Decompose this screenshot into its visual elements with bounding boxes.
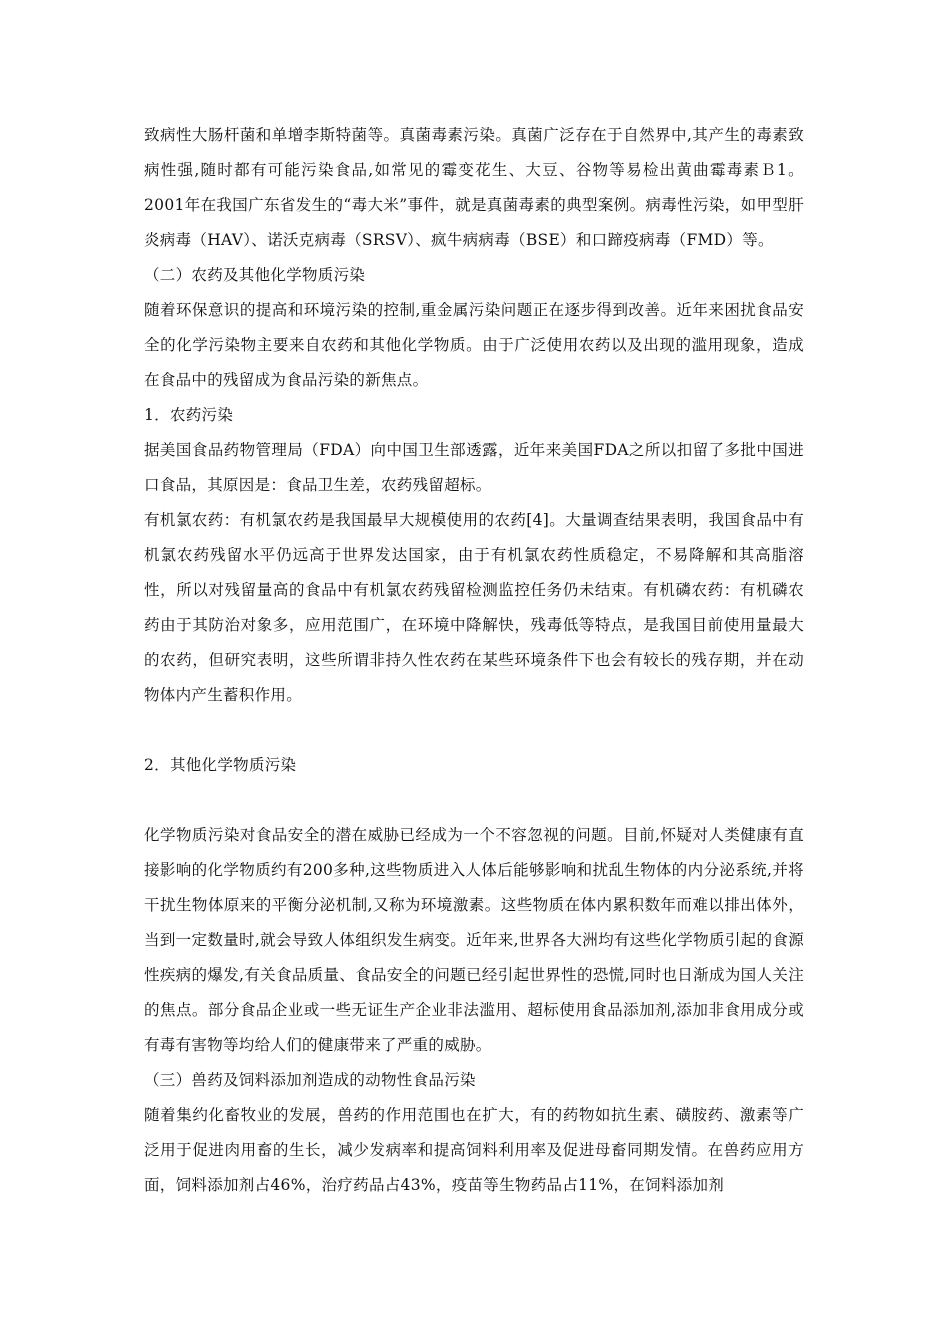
paragraph-pathogens: 致病性大肠杆菌和单增李斯特菌等。真菌毒素污染。真菌广泛存在于自然界中,其产生的毒素致病性强,随时都有可能污染食品,如常见的霉变花生、大豆、谷物等易检出黄曲霉毒素Ｂ1。2001年在我国广东省发生的“毒大米”事件，就是真菌毒素的典型案例。病毒性污染，如甲型肝炎病毒（HAV）、诺沃克病毒（SRSV）、疯牛病病毒（BSE）和口蹄疫病毒（FMD）等。 bbox=[144, 126, 804, 249]
subheading-pesticide-pollution: 1．农药污染 bbox=[144, 406, 234, 424]
spacer bbox=[144, 713, 804, 748]
section-heading-pesticides-chemicals: （二）农药及其他化学物质污染 bbox=[144, 266, 366, 284]
paragraph-heavy-metals: 随着环保意识的提高和环境污染的控制,重金属污染问题正在逐步得到改善。近年来困扰食品安全的化学污染物主要来自农药和其他化学物质。由于广泛使用农药以及出现的滥用现象，造成在食品中的残留成为食品污染的新焦点。 bbox=[144, 301, 804, 389]
paragraph-organochlorine: 有机氯农药：有机氯农药是我国最早大规模使用的农药[4]。大量调查结果表明，我国食品中有机氯农药残留水平仍远高于世界发达国家，由于有机氯农药性质稳定，不易降解和其高脂溶性，所以对残留量高的食品中有机氯农药残留检测监控任务仍未结束。有机磷农药：有机磷农药由于其防治对象多，应用范围广，在环境中降解快，残毒低等特点，是我国目前使用量最大的农药，但研究表明，这些所谓非持久性农药在某些环境条件下也会有较长的残存期，并在动物体内产生蓄积作用。 bbox=[144, 511, 804, 704]
spacer bbox=[144, 783, 804, 818]
subheading-other-chemicals: 2．其他化学物质污染 bbox=[144, 756, 297, 774]
paragraph-fda: 据美国食品药物管理局（FDA）向中国卫生部透露，近年来美国FDA之所以扣留了多批中国进口食品，其原因是：食品卫生差，农药残留超标。 bbox=[144, 441, 804, 494]
paragraph-chemical-threat: 化学物质污染对食品安全的潜在威胁已经成为一个不容忽视的问题。目前,怀疑对人类健康有直接影响的化学物质约有200多种,这些物质进入人体后能够影响和扰乱生物体的内分泌系统,并将干扰生物体原来的平衡分泌机制,又称为环境激素。这些物质在体内累积数年而难以排出体外，当到一定数量时,就会导致人体组织发生病变。近年来,世界各大洲均有这些化学物质引起的食源性疾病的爆发,有关食品质量、食品安全的问题已经引起世界性的恐慌,同时也日渐成为国人关注的焦点。部分食品企业或一些无证生产企业非法滥用、超标使用食品添加剂,添加非食用成分或有毒有害物等均给人们的健康带来了严重的威胁。 bbox=[144, 826, 804, 1054]
paragraph-intensive-farming: 随着集约化畜牧业的发展，兽药的作用范围也在扩大，有的药物如抗生素、磺胺药、激素等广泛用于促进肉用畜的生长，减少发病率和提高饲料利用率及促进母畜同期发情。在兽药应用方面，饲料添加剂占46%，治疗药品占43%，疫苗等生物药品占11%，在饲料添加剂 bbox=[144, 1106, 804, 1194]
document-body bbox=[144, 118, 804, 1203]
section-heading-veterinary-drugs: （三）兽药及饲料添加剂造成的动物性食品污染 bbox=[144, 1071, 476, 1089]
